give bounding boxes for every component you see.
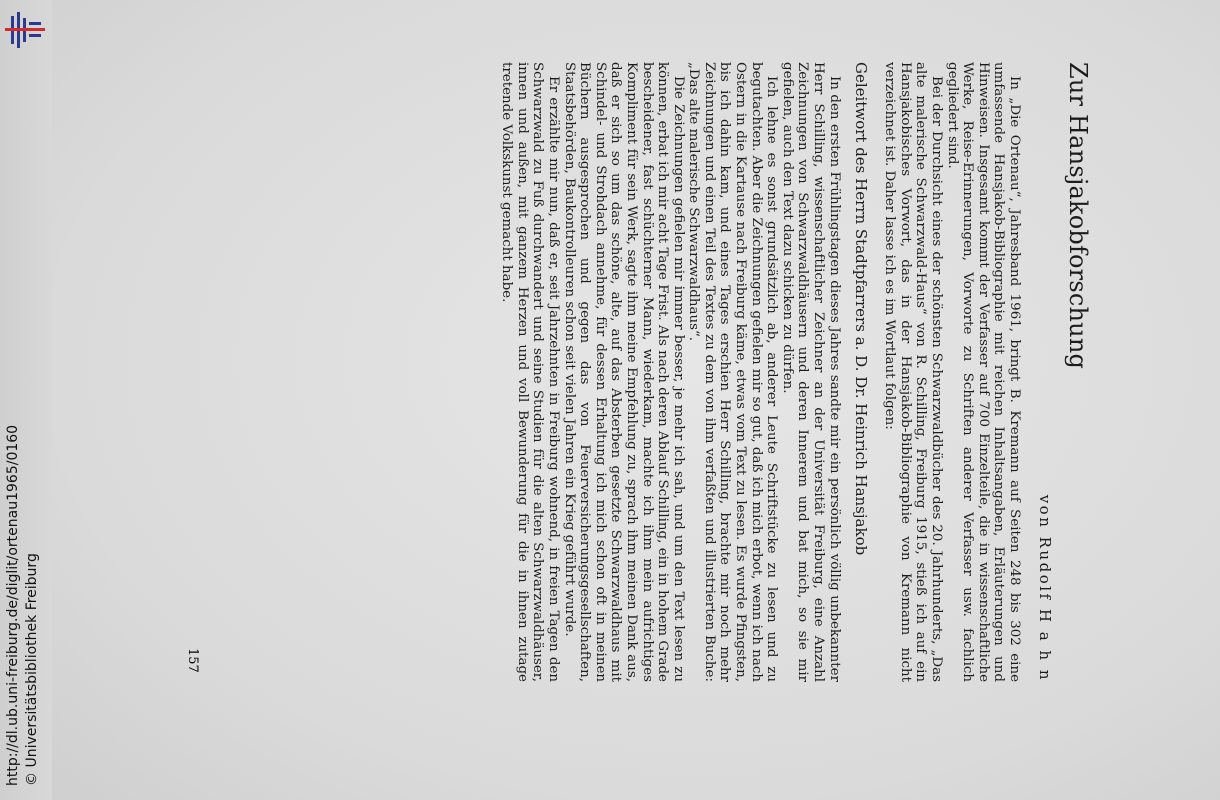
paragraph: Die Zeichnungen gefielen mir immer besser, je mehr ich sah, und um den Text lesen zu können, erbat ich mir acht Tage Frist. Als nach deren Ablauf Schilling, ein in hohem Grade bescheidener, fast schüchterner Mann, wiederkam, machte ich ihm mein aufrichtiges Kompliment für sein Werk, sagte ihm meine Empfehlung zu, sprach ihm meinen Dank aus, daß er sich so um das schöne, alte, auf das Absterben gesetzte Schwarzwaldhaus mit Schindel- und Strohdach annehme, für dessen Erhaltung ich mich schon oft in meinen Büchern ausgesprochen und gegen das von Feuerversicherungsgesellschaften, Staatsbehörden, Baukontrolleuren schon seit vielen Jahren ein Krieg geführt wurde. xyxy=(561,62,686,682)
paragraph: In „Die Ortenau“, Jahresband 1961, bringt B. Kremann auf Seiten 248 bis 302 eine umfassende Hansjakob-Bibliographie mit reichen Inhaltsangaben, Erläuterungen und Hinweisen. Insgesamt kommt der Verfasser auf 700 Einzelteile, die in wissenschaftliche Werke, Reise-Erinnerungen, Vorworte zu Schriften anderer Verfasser usw. fachlich gegliedert sind. xyxy=(944,62,1022,682)
paragraph: Ich lehne es sonst grundsätzlich ab, anderer Leute Schriftstücke zu lesen und zu begutachten. Aber die Zeichnungen gefielen mir so gut, daß ich mich erbot, wenn ich nach Ostern in die Kartause nach Freiburg käme, etwas vom Text zu lesen. Es wurde Pfingsten, bis ich dahin kam, und eines Tages erschien Herr Schilling, brachte mir noch mehr Zeichnungen und einen Teil des Textes zu dem von ihm verfaßten und illustrierten Buche: „Das alte malerische Schwarzwaldhaus“. xyxy=(686,62,780,682)
caption-url[interactable]: http://dl.ub.uni-freiburg.de/diglit/ortenau1965/0160 xyxy=(5,424,21,786)
viewer-margin xyxy=(0,0,52,800)
article-title: Zur Hansjakobforschung xyxy=(1064,62,1092,370)
paragraph: In den ersten Frühlingstagen dieses Jahres sandte mir ein persönlich völlig unbekannter Herr Schilling, wissenschaftlicher Zeichner an der Universität Freiburg, eine Anzahl Zeichnungen von Schwarzwaldhäusern und deren Innerem und bat mich, so sie mir gefielen, auch den Text dazu schicken zu dürfen. xyxy=(779,62,842,682)
page-number: 157 xyxy=(185,648,200,673)
section-heading: Geleitwort des Herrn Stadtpfarrers a. D. Dr. Heinrich Hansjakob xyxy=(851,62,870,556)
paragraph: Bei der Durchsicht eines der schönsten Schwarzwaldbücher des 20. Jahrhunderts, „Das alte malerische Schwarzwald-Haus“ von R. Schilling, Freiburg 1915, stieß ich auf ein Hansjakobisches Vorwort, das in der Hansjakob-Bibliographie von Kremann nicht verzeichnet ist. Daher lasse ich es im Wortlaut folgen: xyxy=(882,62,945,682)
scanned-page xyxy=(52,0,1220,800)
page-number-holder xyxy=(180,648,200,688)
paragraph: Er erzählte mir nun, daß er, seit Jahrzehnten in Freiburg wohnend, in freien Tagen den Schwarzwald zu Fuß durchwandert und seine Studien für die alten Schwarzwaldhäuser, innen und außen, mit ganzem Herzen und voll Bewunderung für die in ihnen zutage tretende Volkskunst gemacht habe. xyxy=(499,62,561,682)
page-text-block xyxy=(212,62,1092,682)
source-caption xyxy=(4,0,48,800)
caption-copyright: © Universitätsbibliothek Freiburg xyxy=(24,553,40,786)
article-author: von Rudolf H a h n xyxy=(1036,494,1054,682)
